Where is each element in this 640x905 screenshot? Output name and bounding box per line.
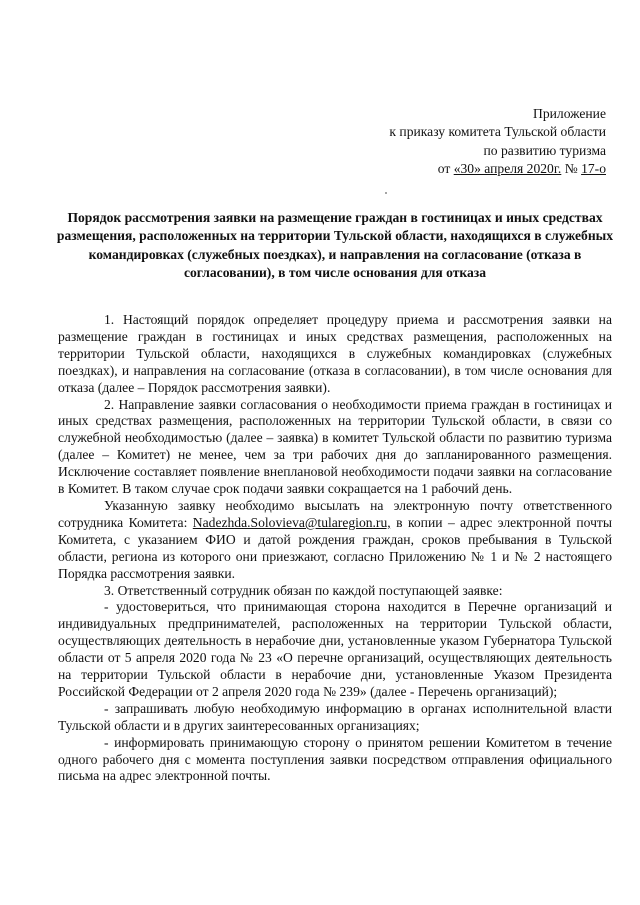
- paragraph-3-start: Указанную заявку необходимо высылать на электронную почту ответственного сотрудника Комитета:: [58, 497, 612, 530]
- annex-header: [389, 105, 606, 178]
- scan-mark: [385, 192, 387, 194]
- annex-committee: по развитию туризма: [483, 142, 606, 158]
- document-title: Порядок рассмотрения заявки на размещение граждан в гостиницах и иных средствах размещения, расположенных на территории Тульской области, находящихся в служебных командировках (служебных поездках), и направления на согласование (отказа в согласовании), в том числе основания для отказа: [56, 210, 614, 281]
- paragraph-4: 3. Ответственный сотрудник обязан по каждой поступающей заявке:: [104, 582, 503, 598]
- paragraph-3-end: в копии – адрес электронной почты Комитета, с указанием ФИО и датой рождения граждан, сроков пребывания в Тульской области, региона из которого они приезжают, согласно Приложению № 1 и № 2 настоящего Порядка рассмотрения заявки.: [58, 514, 612, 581]
- annex-label: Приложение: [533, 106, 606, 121]
- document-body: [58, 312, 612, 785]
- annex-order-ref: к приказу комитета Тульской области: [389, 124, 606, 140]
- annex-date: «30» апреля 2020г.: [453, 160, 562, 176]
- list-item-1: - удостовериться, что принимающая сторона находится в Перечне организаций и индивидуальных предпринимателей, расположенных на территории Тульской области, осуществляющих деятельность в нерабочие дни, установленные указом Губернатора Тульской области от 5 апреля 2020 года № 23 «О перечне организаций, осуществляющих деятельность на территории Тульской области в нерабочие дни, установленные Указом Президента Российской Федерации от 2 апреля 2020 года № 239» (далее - Перечень организаций);: [58, 599, 612, 699]
- paragraph-1: 1. Настоящий порядок определяет процедуру приема и рассмотрения заявки на размещение граждан в гостиницах и иных средствах размещения, расположенных на территории Тульской области, находящихся в служебных командировках (служебных поездках), и направления на согласование (отказа в согласовании), в том числе основания для отказа (далее – Порядок рассмотрения заявки).: [58, 312, 612, 395]
- annex-date-prefix: от: [437, 160, 454, 176]
- annex-date-line: [389, 160, 606, 178]
- list-item-2: - запрашивать любую необходимую информацию в органах исполнительной власти Тульской области и в других заинтересованных организациях;: [58, 700, 612, 733]
- paragraph-3: [58, 498, 612, 583]
- annex-number: 17-о: [581, 160, 606, 176]
- email-link[interactable]: Nadezhda.Solovieva@tularegion.ru,: [192, 514, 391, 530]
- paragraph-2: 2. Направление заявки согласования о необходимости приема граждан в гостиницах и иных средствах размещения, расположенных на территории Тульской области, в связи со служебной необходимостью (далее – заявка) в комитет Тульской области по развитию туризма (далее – Комитет) не менее, чем за три рабочих дня до запланированного размещения. Исключение составляет появление внеплановой необходимости подачи заявки на согласование в Комитет. В таком случае срок подачи заявки сокращается на 1 рабочий день.: [58, 396, 612, 497]
- list-item-3: - информировать принимающую сторону о принятом решении Комитетом в течение одного рабочего дня с момента поступления заявки посредством отправления официального письма на адрес электронной почты.: [58, 734, 612, 784]
- annex-number-prefix: №: [561, 160, 582, 176]
